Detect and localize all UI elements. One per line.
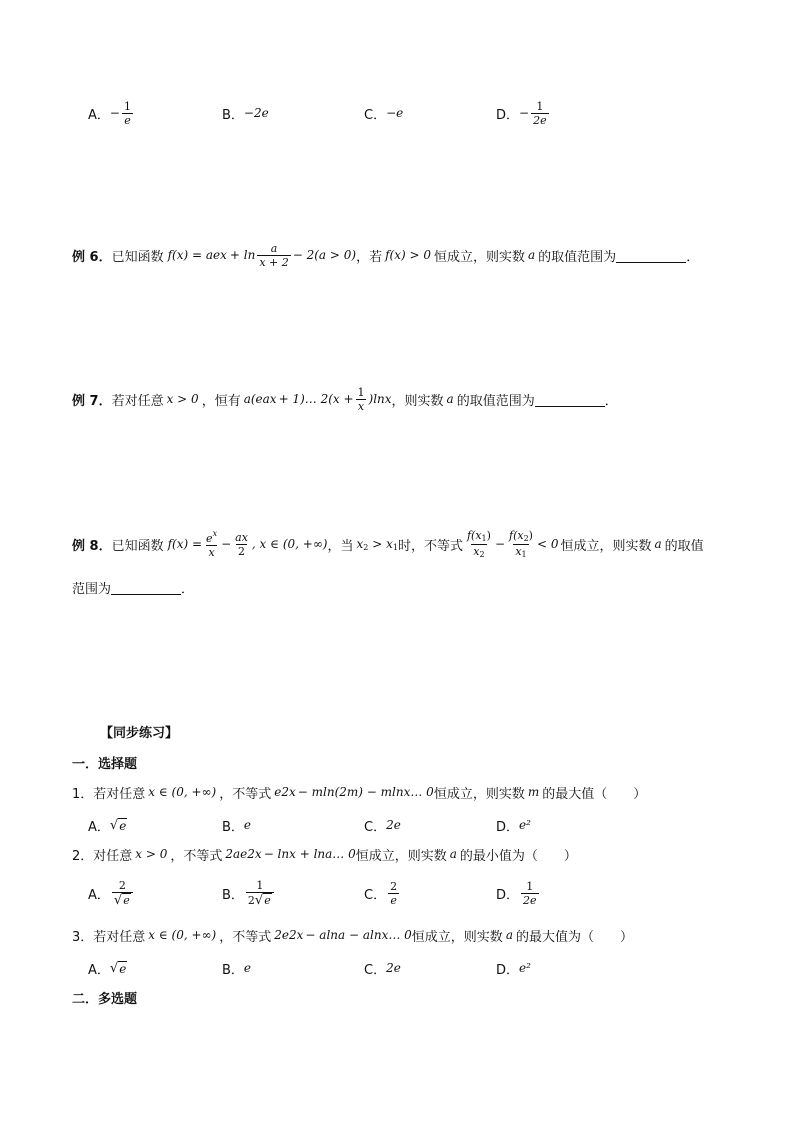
option-label: C． bbox=[364, 819, 387, 835]
example-6: 例 6． 已知函数 f(x) = ae x + ln $\frac{a}{x + 2}$ − 2(a > 0) ，若 f(x) > 0 恒成立，则实数 a 的取值范围为 ． bbox=[72, 241, 700, 269]
example-8-variable: a bbox=[654, 537, 662, 551]
option-d-value: 2e bbox=[533, 113, 547, 127]
option-label: C． bbox=[364, 887, 387, 903]
question-2-text2: ，不等式 bbox=[170, 848, 223, 864]
example-7-end: ． bbox=[604, 393, 618, 409]
option-b bbox=[222, 98, 269, 128]
option-value: e bbox=[243, 961, 252, 975]
example-8-domain: , x ∈ (0, +∞) bbox=[251, 537, 328, 551]
question-3-option-d[interactable] bbox=[496, 953, 531, 983]
question-3-inequality: 2e bbox=[274, 928, 290, 942]
example-8-answer-blank[interactable] bbox=[111, 580, 181, 595]
example-8-end: ． bbox=[181, 581, 195, 597]
option-b-value: −2e bbox=[243, 106, 269, 120]
example-8-text3: 时，不等式 bbox=[397, 538, 463, 554]
section-2-text: 二．多选题 bbox=[72, 991, 138, 1007]
question-2-option-d[interactable] bbox=[496, 878, 541, 908]
option-fraction: $\frac{1}{2√e}$ bbox=[246, 880, 274, 907]
question-1-text: 1．若对任意 bbox=[72, 786, 146, 802]
question-1-text3: 恒成立，则实数 bbox=[433, 786, 525, 802]
option-d: D． − $\frac{1}{2e}$ bbox=[496, 99, 547, 127]
example-7-variable: a bbox=[446, 392, 454, 406]
option-label: B． bbox=[222, 819, 244, 835]
example-7-expr: a(e bbox=[243, 392, 263, 406]
example-7-text3: ，则实数 bbox=[391, 393, 444, 409]
option-c bbox=[364, 98, 403, 128]
option-d-label: D． bbox=[496, 107, 520, 123]
example-8-text: 已知函数 bbox=[111, 538, 164, 554]
example-6-condition: f(x) > 0 bbox=[385, 248, 431, 262]
example-6-fraction: $\frac{a}{x + 2}$ bbox=[259, 241, 289, 269]
option-value: 2e bbox=[386, 961, 401, 975]
example-7: 例 7． 若对任意 x > 0 ，恒有 a(e ax + 1)… 2(x + $\frac{1}{x}$ )lnx ，则实数 a 的取值范围为 ． bbox=[72, 385, 618, 413]
example-6-label: 例 6． bbox=[72, 249, 112, 265]
option-c-label: C． bbox=[364, 107, 387, 123]
option-d-fraction: $\frac{1}{2e}$ bbox=[533, 99, 547, 127]
example-7-text4: 的取值范围为 bbox=[456, 393, 535, 409]
example-6-text: 已知函数 bbox=[111, 249, 164, 265]
example-8-text4: 恒成立，则实数 bbox=[560, 538, 652, 554]
example-6-tail: − 2(a > 0) bbox=[292, 248, 357, 262]
option-label: D． bbox=[496, 819, 520, 835]
example-7-label: 例 7． bbox=[72, 393, 112, 409]
question-2-option-c[interactable] bbox=[364, 878, 401, 908]
example-8-label: 例 8． bbox=[72, 538, 112, 554]
example-6-end: ． bbox=[686, 249, 700, 265]
example-6-function: f(x) = ae bbox=[167, 248, 221, 262]
question-3-text3: 恒成立，则实数 bbox=[411, 929, 503, 945]
option-label: A． bbox=[88, 819, 110, 835]
example-7-condition: x > 0 bbox=[166, 392, 199, 406]
example-8-inequality: < 0 bbox=[536, 537, 559, 551]
section-1-heading bbox=[72, 747, 137, 777]
option-a-value: e bbox=[124, 113, 131, 127]
example-7-text2: ，恒有 bbox=[201, 393, 241, 409]
question-1-inequality-2: − mln(2m) − mlnx… 0 bbox=[297, 785, 434, 799]
option-fraction: $\frac{2}{√e}$ bbox=[112, 880, 133, 907]
question-2-text4: 的最小值为（ ） bbox=[459, 848, 577, 864]
question-3-domain: x ∈ (0, +∞) bbox=[148, 928, 217, 942]
option-value: e² bbox=[519, 818, 531, 832]
example-8-condition: $x_2 > x_1$ bbox=[356, 536, 398, 552]
example-8-fraction-4: $\frac{f(x_2)}{x_1}$ bbox=[509, 528, 533, 559]
question-3: 3．若对任意 x ∈ (0, +∞) ，不等式 2e 2x − alna − alnx… 0 恒成立，则实数 a 的最大值为（ ） bbox=[72, 920, 633, 950]
option-value: e bbox=[119, 818, 127, 833]
question-2: 2．对任意 x > 0 ，不等式 2ae 2x − lnx + lna… 0 恒成立，则实数 a 的最小值为（ ） bbox=[72, 839, 577, 869]
option-b-label: B． bbox=[222, 107, 244, 123]
example-8-text6: 范围为 bbox=[72, 581, 112, 597]
example-7-answer-blank[interactable] bbox=[535, 392, 605, 407]
example-6-variable: a bbox=[528, 248, 536, 262]
question-2-text: 2．对任意 bbox=[72, 848, 133, 864]
example-7-expr3: )lnx bbox=[368, 392, 392, 406]
example-7-fraction: $\frac{1}{x}$ bbox=[357, 385, 365, 413]
example-8-line-2 bbox=[72, 572, 194, 602]
question-2-inequality: 2ae bbox=[225, 847, 248, 861]
option-value: e bbox=[243, 818, 252, 832]
example-6-answer-blank[interactable] bbox=[616, 248, 686, 263]
example-7-text: 若对任意 bbox=[111, 393, 164, 409]
question-2-option-a[interactable] bbox=[88, 878, 135, 908]
practice-heading-text: 【同步练习】 bbox=[100, 725, 179, 741]
example-8-fraction-3: $\frac{f(x_1)}{x_2}$ bbox=[466, 528, 491, 559]
option-c-value: −e bbox=[386, 106, 404, 120]
section-1-text: 一．选择题 bbox=[72, 756, 138, 772]
option-label: D． bbox=[496, 962, 520, 978]
section-2-heading bbox=[72, 982, 137, 1012]
question-3-variable: a bbox=[505, 928, 513, 942]
question-3-option-b[interactable] bbox=[222, 953, 251, 983]
example-8-fraction-1: $\frac{e^x}{x}$ bbox=[206, 529, 218, 559]
option-fraction: $\frac{2}{e}$ bbox=[390, 879, 398, 907]
option-label: A． bbox=[88, 887, 110, 903]
question-3-option-a[interactable]: A． √ e bbox=[88, 960, 127, 978]
example-6-text2: 恒成立，则实数 bbox=[434, 249, 526, 265]
question-2-text3: 恒成立，则实数 bbox=[355, 848, 447, 864]
option-label: A． bbox=[88, 962, 110, 978]
example-7-expr2: + 1)… 2(x + bbox=[278, 392, 354, 406]
question-1-inequality: e bbox=[274, 785, 282, 799]
question-2-option-b[interactable] bbox=[222, 878, 276, 908]
option-fraction: $\frac{1}{2e}$ bbox=[523, 879, 537, 907]
question-3-inequality-2: − alna − alnx… 0 bbox=[305, 928, 412, 942]
question-1-option-b[interactable] bbox=[222, 810, 251, 840]
question-3-text4: 的最大值为（ ） bbox=[515, 929, 633, 945]
question-2-variable: a bbox=[449, 847, 457, 861]
practice-heading bbox=[100, 716, 178, 746]
question-3-text2: ，不等式 bbox=[219, 929, 272, 945]
question-1: 1．若对任意 x ∈ (0, +∞) ，不等式 e 2x − mln(2m) − mlnx… 0 恒成立，则实数 m 的最大值（ ） bbox=[72, 777, 646, 807]
option-label: D． bbox=[496, 887, 520, 903]
option-a-fraction: $\frac{1}{e}$ bbox=[123, 99, 131, 127]
question-3-option-c[interactable] bbox=[364, 953, 401, 983]
option-label: B． bbox=[222, 962, 244, 978]
example-8-text2: ，当 bbox=[327, 538, 354, 554]
example-6-text3: 的取值范围为 bbox=[538, 249, 617, 265]
example-6-ln: + ln bbox=[229, 248, 256, 262]
option-value: e² bbox=[519, 961, 531, 975]
question-2-inequality-2: − lnx + lna… 0 bbox=[263, 847, 356, 861]
question-1-text2: ，不等式 bbox=[219, 786, 272, 802]
question-3-text: 3．若对任意 bbox=[72, 929, 146, 945]
example-8-fraction-2: $\frac{ax}{2}$ bbox=[235, 530, 248, 558]
option-label: B． bbox=[222, 887, 244, 903]
option-label: C． bbox=[364, 962, 387, 978]
option-value: e bbox=[119, 961, 127, 976]
option-a: A． − $\frac{1}{e}$ bbox=[88, 99, 131, 127]
option-a-label: A． bbox=[88, 107, 110, 123]
question-1-domain: x ∈ (0, +∞) bbox=[148, 785, 217, 799]
question-1-text4: 的最大值（ ） bbox=[542, 786, 647, 802]
option-value: 2e bbox=[386, 818, 401, 832]
example-8: 例 8． 已知函数 f(x) = $\frac{e^x}{x}$ − $\frac{ax}{2}$ , x ∈ (0, +∞) ，当 $x_2 > x_1$ 时，不等式 $\frac{f(x_1)}{x_2}$ − $\frac{f(x_2)}{x_1}$ < 0 恒成立，则实数 a 的取值 bbox=[72, 528, 704, 559]
example-8-function: f(x) = bbox=[167, 537, 203, 551]
question-2-condition: x > 0 bbox=[135, 847, 168, 861]
question-1-option-c[interactable] bbox=[364, 810, 401, 840]
example-6-connector: ，若 bbox=[356, 249, 383, 265]
example-8-text5: 的取值 bbox=[664, 538, 704, 554]
question-1-option-a[interactable]: A． √ e bbox=[88, 817, 127, 835]
question-1-option-d[interactable] bbox=[496, 810, 531, 840]
question-1-variable: m bbox=[527, 785, 540, 799]
